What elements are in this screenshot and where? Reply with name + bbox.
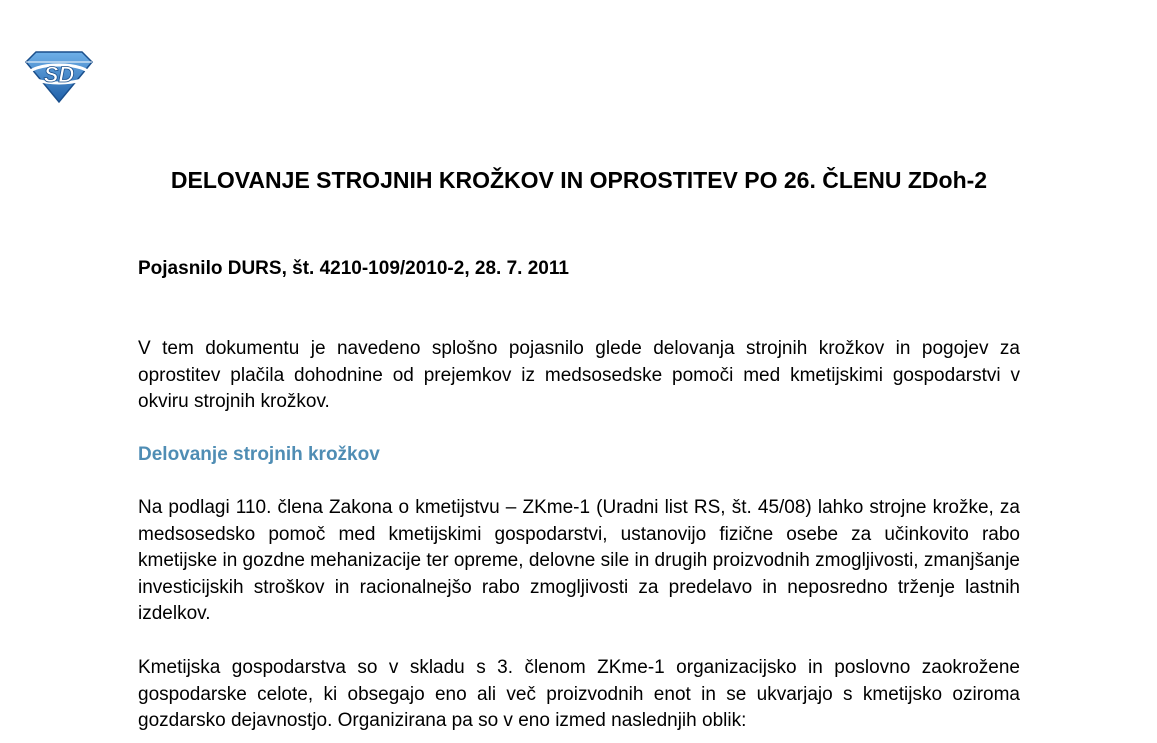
svg-text:SD: SD <box>43 62 75 87</box>
body-paragraph-2: Kmetijska gospodarstva so v skladu s 3. členom ZKme-1 organizacijsko in poslovno zaokrožene gospodarske celote, ki obsegajo eno ali več proizvodnih enot in se ukvarjajo s kmetijsko oziroma gozdarsko dejavnostjo. Organizirana pa so v eno izmed naslednjih oblik: <box>138 657 1020 731</box>
document-subtitle: Pojasnilo DURS, št. 4210-109/2010-2, 28. 7. 2011 <box>138 258 569 279</box>
durs-shield-logo-icon <box>22 48 96 104</box>
intro-paragraph: V tem dokumentu je navedeno splošno pojasnilo glede delovanja strojnih krožkov in pogojev za oprostitev plačila dohodnine od prejemkov iz medsosedske pomoči med kmetijskimi gospodarstvi v okviru strojnih krožkov. <box>138 338 1020 412</box>
body-paragraph-1: Na podlagi 110. člena Zakona o kmetijstvu – ZKme-1 (Uradni list RS, št. 45/08) lahko strojne krožke, za medsosedsko pomoč med kmetijskimi gospodarstvi, ustanovijo fizične osebe za učinkovito rabo kmetijske in gozdne mehanizacije ter opreme, delovne sile in drugih proizvodnih zmogljivosti, zmanjšanje investicijskih stroškov in racionalnejšo rabo zmogljivosti za predelavo in neposredno trženje lastnih izdelkov. <box>138 497 1020 624</box>
logo <box>22 48 96 104</box>
section-heading: Delovanje strojnih krožkov <box>138 444 380 465</box>
document-title: DELOVANJE STROJNIH KROŽKOV IN OPROSTITEV PO 26. ČLENU ZDoh-2 <box>170 167 988 193</box>
